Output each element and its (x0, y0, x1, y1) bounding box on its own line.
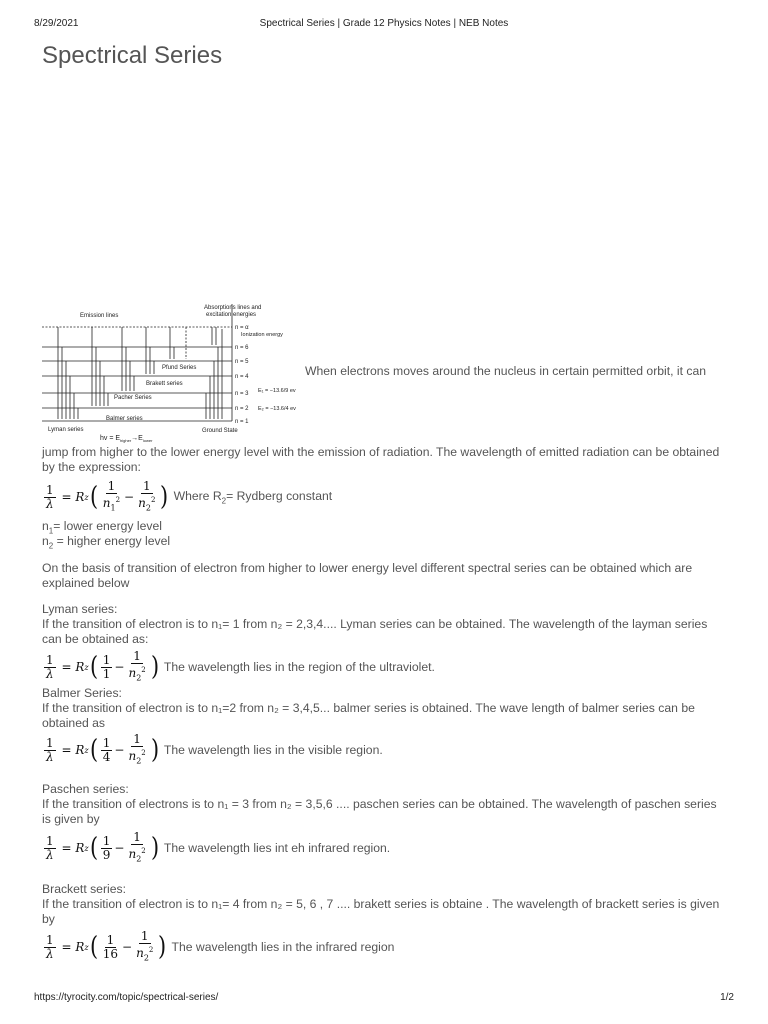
level-5: n = 5 (235, 359, 249, 365)
lyman-heading: Lyman series: (42, 602, 118, 616)
brakett-label: Brakett series (146, 381, 183, 387)
balmer-label: Balmer series (106, 416, 143, 422)
page-title: Spectrical Series (42, 42, 223, 69)
level-6: n = 6 (235, 345, 249, 351)
basis-paragraph: On the basis of transition of electron from higher to lower energy level different spectral series can be obtained which are explained below (42, 561, 693, 590)
paschen-formula: $\frac{1}{\lambda}$ = R z ( $\frac{1}{9}$ − $\frac{1}{n_2^2}$ ) (46, 830, 159, 864)
emission-label: Emission lines (80, 313, 119, 319)
balmer-desc: The wavelength lies in the visible region. (163, 743, 383, 758)
paschen-body: If the transition of electrons is to n₁ = 3 from n₂ = 3,5,6 .... paschen series can be obtained. The wavelength of paschen series is given by (42, 797, 717, 826)
ionization-label: Ionization energy (241, 332, 283, 338)
header-date: 8/29/2021 (34, 18, 79, 29)
absorption-label-1: Absorptions lines and (204, 305, 262, 311)
paschen-desc: The wavelength lies int eh infrared region. (163, 841, 391, 856)
n2-line: $n_2$ = higher energy level (42, 534, 171, 551)
balmer-formula: $\frac{1}{\lambda}$ = R z ( $\frac{1}{4}$ − $\frac{1}{n_2^2}$ ) (46, 732, 159, 766)
brackett-formula: $\frac{1}{\lambda}$ = R z ( $\frac{1}{16}$ − $\frac{1}{n_2^2}$ ) (46, 929, 167, 963)
energy-level-diagram (36, 300, 300, 445)
intro-inline-text: When electrons moves around the nucleus in certain permitted orbit, it can (305, 364, 707, 378)
lyman-body: If the transition of electron is to n₁= 1 from n₂ = 2,3,4.... Lyman series can be obtained. The wavelength of the layman series can be obtained as: (42, 617, 708, 646)
rydberg-formula-row (42, 480, 332, 514)
footer-page-number: 1/2 (720, 992, 734, 1003)
paschen-heading: Paschen series: (42, 782, 129, 796)
brackett-heading: Brackett series: (42, 882, 126, 896)
balmer-body: If the transition of electron is to n₁=2 from n₂ = 3,4,5... balmer series is obtained. The wave length of balmer series can be obtained as (42, 701, 695, 730)
footer-url[interactable]: https://tyrocity.com/topic/spectrical-series/ (34, 992, 219, 1003)
header-title: Spectrical Series | Grade 12 Physics Notes | NEB Notes (259, 18, 509, 29)
lyman-desc: The wavelength lies in the region of the ultraviolet. (163, 660, 435, 675)
lyman-label: Lyman series (48, 427, 84, 433)
n1-line: $n_1=$ lower energy level (42, 519, 162, 536)
lyman-formula: $\frac{1}{\lambda}$ = R z ( $\frac{1}{1}$ − $\frac{1}{n_2^2}$ ) (46, 649, 159, 683)
level-2: n = 2 (235, 406, 249, 412)
brackett-desc: The wavelength lies in the infrared region (171, 940, 395, 955)
intro-paragraph: jump from higher to the lower energy level with the emission of radiation. The wavelength of emitted radiation can be obtained by the expression: (42, 445, 720, 474)
rydberg-formula: $\frac{1}{\lambda}$ = R z ( $\frac{1}{n_1^2}$ − $\frac{1}{n_2^2}$ ) (46, 479, 169, 513)
energy-e1: E₁ = −13.6/9 ev (258, 388, 296, 394)
level-1: n = 1 (235, 419, 249, 425)
rydberg-desc: Where $R_2=$ Rydberg constant (173, 488, 333, 506)
ground-state-label: Ground State (202, 428, 238, 434)
brackett-formula-row (42, 930, 394, 964)
paschen-label: Pacher Series (114, 395, 152, 401)
balmer-heading: Balmer Series: (42, 686, 122, 700)
paschen-formula-row (42, 831, 390, 865)
lyman-formula-row (42, 650, 435, 684)
absorption-label-2: excitation energies (206, 312, 257, 318)
balmer-formula-row (42, 733, 383, 767)
pfund-label: Pfund Series (162, 365, 197, 371)
level-4: n = 4 (235, 374, 249, 380)
hv-formula: hv = $E_{higher}\to E_{lower}$ (100, 435, 153, 443)
brackett-body: If the transition of electron is to n₁= 4 from n₂ = 5, 6 , 7 .... brakett series is obtaine . The wavelength of brackett series is given by (42, 897, 720, 926)
level-3: n = 3 (235, 391, 249, 397)
energy-e2: E₂ = −13.6/4 ev (258, 406, 296, 412)
level-inf: n = α (235, 325, 249, 331)
